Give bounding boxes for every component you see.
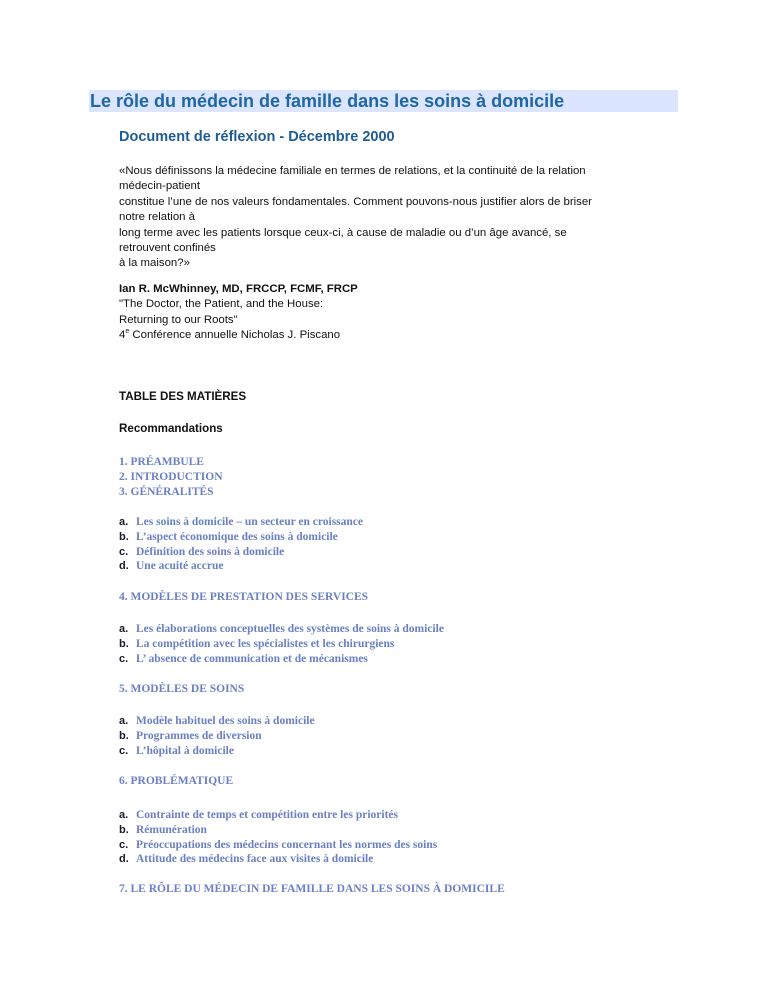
quote-attribution [119, 282, 358, 344]
toc-section4-list [119, 622, 444, 666]
toc-link[interactable]: Préoccupations des médecins concernant les normes des soins [136, 838, 438, 851]
list-item: a. Les élaborations conceptuelles des systèmes de soins à domicile [119, 623, 444, 635]
list-item: b. L’aspect économique des soins à domicile [119, 530, 338, 543]
toc-link-preambule[interactable]: 1. PRÉAMBULE [119, 456, 204, 468]
toc-top-sections [119, 455, 223, 499]
quote-line: à la maison?» [119, 257, 190, 270]
toc-link[interactable]: La compétition avec les spécialistes et les chirurgiens [136, 637, 395, 650]
toc-section6-list [119, 808, 437, 867]
toc-link[interactable]: Une acuité accrue [136, 560, 224, 573]
list-item: a. Contrainte de temps et compétition entre les priorités [119, 809, 398, 821]
toc-link[interactable]: Attitude des médecins face aux visites à domicile [136, 853, 374, 866]
list-item: d. Une acuité accrue [119, 560, 224, 573]
attribution-author: Ian R. McWhinney, MD, FRCCP, FCMF, FRCP [119, 283, 358, 295]
list-item: a. Les soins à domicile – un secteur en croissance [119, 516, 364, 528]
toc-link-section-5[interactable]: 5. MODÈLES DE SOINS [119, 683, 245, 695]
toc-generalites-list [119, 515, 363, 574]
list-item: b. La compétition avec les spécialistes et les chirurgiens [119, 637, 395, 650]
list-item: c. L’ absence de communication et de mécanismes [119, 652, 368, 665]
toc-link[interactable]: L’hôpital à domicile [136, 744, 234, 757]
toc-link-section-7[interactable]: 7. LE RÔLE DU MÉDECIN DE FAMILLE DANS LES SOINS À DOMICILE [119, 883, 505, 895]
toc-link[interactable]: L’aspect économique des soins à domicile [136, 530, 338, 543]
toc-link[interactable]: Rémunération [136, 823, 207, 836]
toc-heading: TABLE DES MATIÈRES [119, 390, 247, 403]
toc-link[interactable]: Les élaborations conceptuelles des systèmes de soins à domicile [136, 623, 444, 635]
toc-link[interactable]: Définition des soins à domicile [136, 545, 285, 558]
list-item: d. Attitude des médecins face aux visites à domicile [119, 853, 374, 866]
list-item: c. Définition des soins à domicile [119, 545, 285, 558]
quote-line: long terme avec les patients lorsque ceux-ci, à cause de maladie ou d’un âge avancé, se [119, 226, 567, 239]
quote-line: constitue l’une de nos valeurs fondamentales. Comment pouvons-nous justifier alors de briser [119, 195, 592, 208]
page-title: Le rôle du médecin de famille dans les soins à domicile [89, 90, 678, 112]
attribution-title-line: "The Doctor, the Patient, and the House: [119, 298, 324, 311]
attribution-title-line: Returning to our Roots" [119, 313, 238, 326]
toc-link-section-6[interactable]: 6. PROBLÉMATIQUE [119, 775, 234, 787]
list-item: a. Modèle habituel des soins à domicile [119, 715, 315, 727]
quote-line: retrouvent confinés [119, 242, 216, 255]
toc-link-introduction[interactable]: 2. INTRODUCTION [119, 470, 223, 483]
list-item: c. Préoccupations des médecins concernant les normes des soins [119, 838, 438, 851]
attribution-conference [119, 328, 358, 343]
recommendations-heading: Recommandations [119, 422, 223, 435]
toc-link[interactable]: Programmes de diversion [136, 729, 262, 742]
epigraph-quote [119, 164, 659, 272]
toc-link[interactable]: L’ absence de communication et de mécanismes [136, 652, 368, 665]
toc-link[interactable]: Les soins à domicile – un secteur en croissance [136, 516, 364, 528]
list-item: b. Programmes de diversion [119, 729, 262, 742]
conference-ordinal: e [125, 328, 130, 336]
conference-number: 4 [119, 329, 126, 342]
toc-link[interactable]: Contrainte de temps et compétition entre les priorités [136, 809, 398, 821]
toc-link-generalites[interactable]: 3. GÉNÉRALITÉS [119, 485, 214, 498]
list-item: b. Rémunération [119, 823, 207, 836]
list-item: c. L’hôpital à domicile [119, 744, 234, 757]
toc-link[interactable]: Modèle habituel des soins à domicile [136, 715, 315, 727]
conference-name: Conférence annuelle Nicholas J. Piscano [129, 329, 341, 342]
toc-section5-list [119, 714, 315, 758]
toc-link-section-4[interactable]: 4. MODÈLES DE PRESTATION DES SERVICES [119, 591, 369, 603]
quote-line: «Nous définissons la médecine familiale en termes de relations, et la continuité de la relation [119, 165, 586, 177]
document-subtitle: Document de réflexion - Décembre 2000 [119, 129, 395, 145]
quote-line: médecin-patient [119, 180, 201, 193]
quote-line: notre relation à [119, 211, 195, 224]
